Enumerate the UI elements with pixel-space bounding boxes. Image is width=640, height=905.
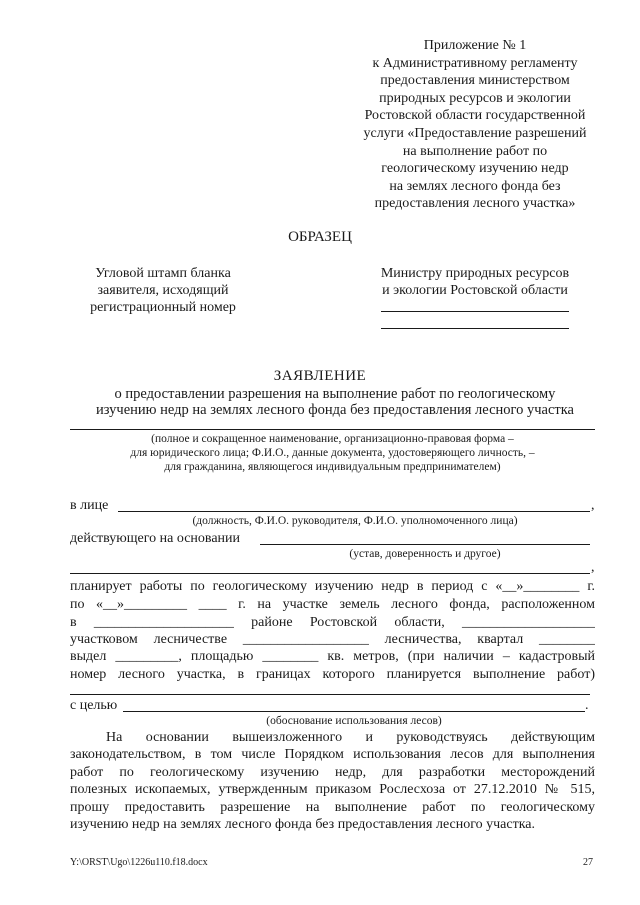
period-line: по «__»_________ ____ г. на участке земель лесного фонда, расположенном — [70, 597, 595, 612]
appendix-line: на выполнение работ по — [402, 143, 548, 159]
appendix-line: Ростовской области государственной — [364, 108, 586, 124]
appendix-header — [330, 37, 620, 213]
acting-basis-label: действующего на основании — [70, 531, 241, 546]
body-last-line: изучению недр на землях лесного фонда без предоставления лесного участка. — [70, 817, 536, 832]
purpose-field[interactable] — [123, 711, 585, 712]
subtitle-line: изучению недр на землях лесного фонда без предоставления лесного участка — [96, 402, 574, 418]
purpose-note: (обоснование использования лесов) — [266, 715, 442, 727]
addressee-line: Министру природных ресурсов — [380, 266, 570, 281]
addressee-block — [355, 265, 595, 329]
represented-by-note: (должность, Ф.И.О. руководителя, Ф.И.О. уполномоченного лица) — [192, 515, 518, 527]
applicant-name-line[interactable] — [70, 429, 595, 430]
addressee-blank-line[interactable] — [381, 311, 569, 312]
continuation-comma: , — [591, 560, 595, 575]
acting-basis-note: (устав, доверенность и другое) — [349, 548, 501, 560]
area-line: выдел _________, площадью ________ кв. метров, (при наличии – кадастровый — [70, 649, 595, 664]
footer-page-number: 27 — [583, 857, 593, 868]
document-subtitle — [40, 386, 630, 418]
note-line: для юридического лица; Ф.И.О., данные документа, удостоверяющего личность, – — [130, 447, 535, 459]
appendix-line: природных ресурсов и экологии — [379, 90, 571, 106]
appendix-line: предоставления министерством — [380, 73, 570, 89]
stamp-line: Угловой штамп бланка — [95, 266, 231, 281]
addressee-blank-line[interactable] — [381, 328, 569, 329]
plans-line: планирует работы по геологическому изучению недр в период с «__»________ г. — [70, 579, 595, 594]
cadastral-field[interactable] — [70, 694, 590, 695]
appendix-line: на землях лесного фонда без — [389, 178, 561, 194]
represented-by-field[interactable] — [118, 511, 590, 512]
body-line: законодательством, в том числе Порядком использования лесов для выполнения — [70, 747, 595, 762]
forestry-line: участковом лесничестве __________________ лесничества, квартал ________ — [70, 632, 595, 647]
document-title: ЗАЯВЛЕНИЕ — [273, 368, 367, 384]
sample-label: ОБРАЗЕЦ — [288, 229, 352, 245]
body-line: прошу предоставить разрешение на выполнение работ по геологическому — [70, 800, 595, 815]
addressee-line: и экологии Ростовской области — [382, 283, 568, 298]
note-line: (полное и сокращенное наименование, организационно-правовая форма – — [151, 433, 514, 445]
stamp-line: регистрационный номер — [90, 300, 236, 315]
appendix-line: к Административному регламенту — [372, 55, 578, 71]
body-line: На основании вышеизложенного и руководствуясь действующим — [106, 730, 595, 745]
appendix-line: Приложение № 1 — [423, 38, 527, 53]
purpose-period: . — [585, 698, 589, 713]
footer-file-path: Y:\ORST\Ugo\1226u110.f18.docx — [70, 857, 208, 868]
represented-by-label: в лице — [70, 498, 109, 513]
stamp-block — [68, 265, 258, 316]
note-line: для гражданина, являющегося индивидуальным предпринимателем) — [164, 461, 501, 473]
purpose-label: с целью — [70, 698, 118, 713]
appendix-line: услуги «Предоставление разрешений — [363, 125, 587, 141]
body-line: полезных ископаемых, утвержденным приказом Рослесхоза от 27.12.2010 № 515, — [70, 782, 595, 797]
district-line: в ____________________ районе Ростовской области, ___________________ — [70, 615, 595, 630]
stamp-line: заявителя, исходящий — [97, 283, 229, 298]
applicant-note — [70, 432, 595, 474]
appendix-line: геологическому изучению недр — [381, 161, 569, 177]
subtitle-line: о предоставлении разрешения на выполнение работ по геологическому — [114, 386, 556, 402]
body-line: работ по геологическому изучению недр, для разработки месторождений — [70, 765, 595, 780]
appendix-line: предоставления лесного участка» — [374, 196, 576, 212]
represented-by-comma: , — [591, 498, 595, 513]
acting-basis-continuation[interactable] — [70, 573, 590, 574]
cadastral-line: номер лесного участка, в границах которого планируется выполнение работ) — [70, 667, 595, 682]
acting-basis-field[interactable] — [260, 544, 590, 545]
